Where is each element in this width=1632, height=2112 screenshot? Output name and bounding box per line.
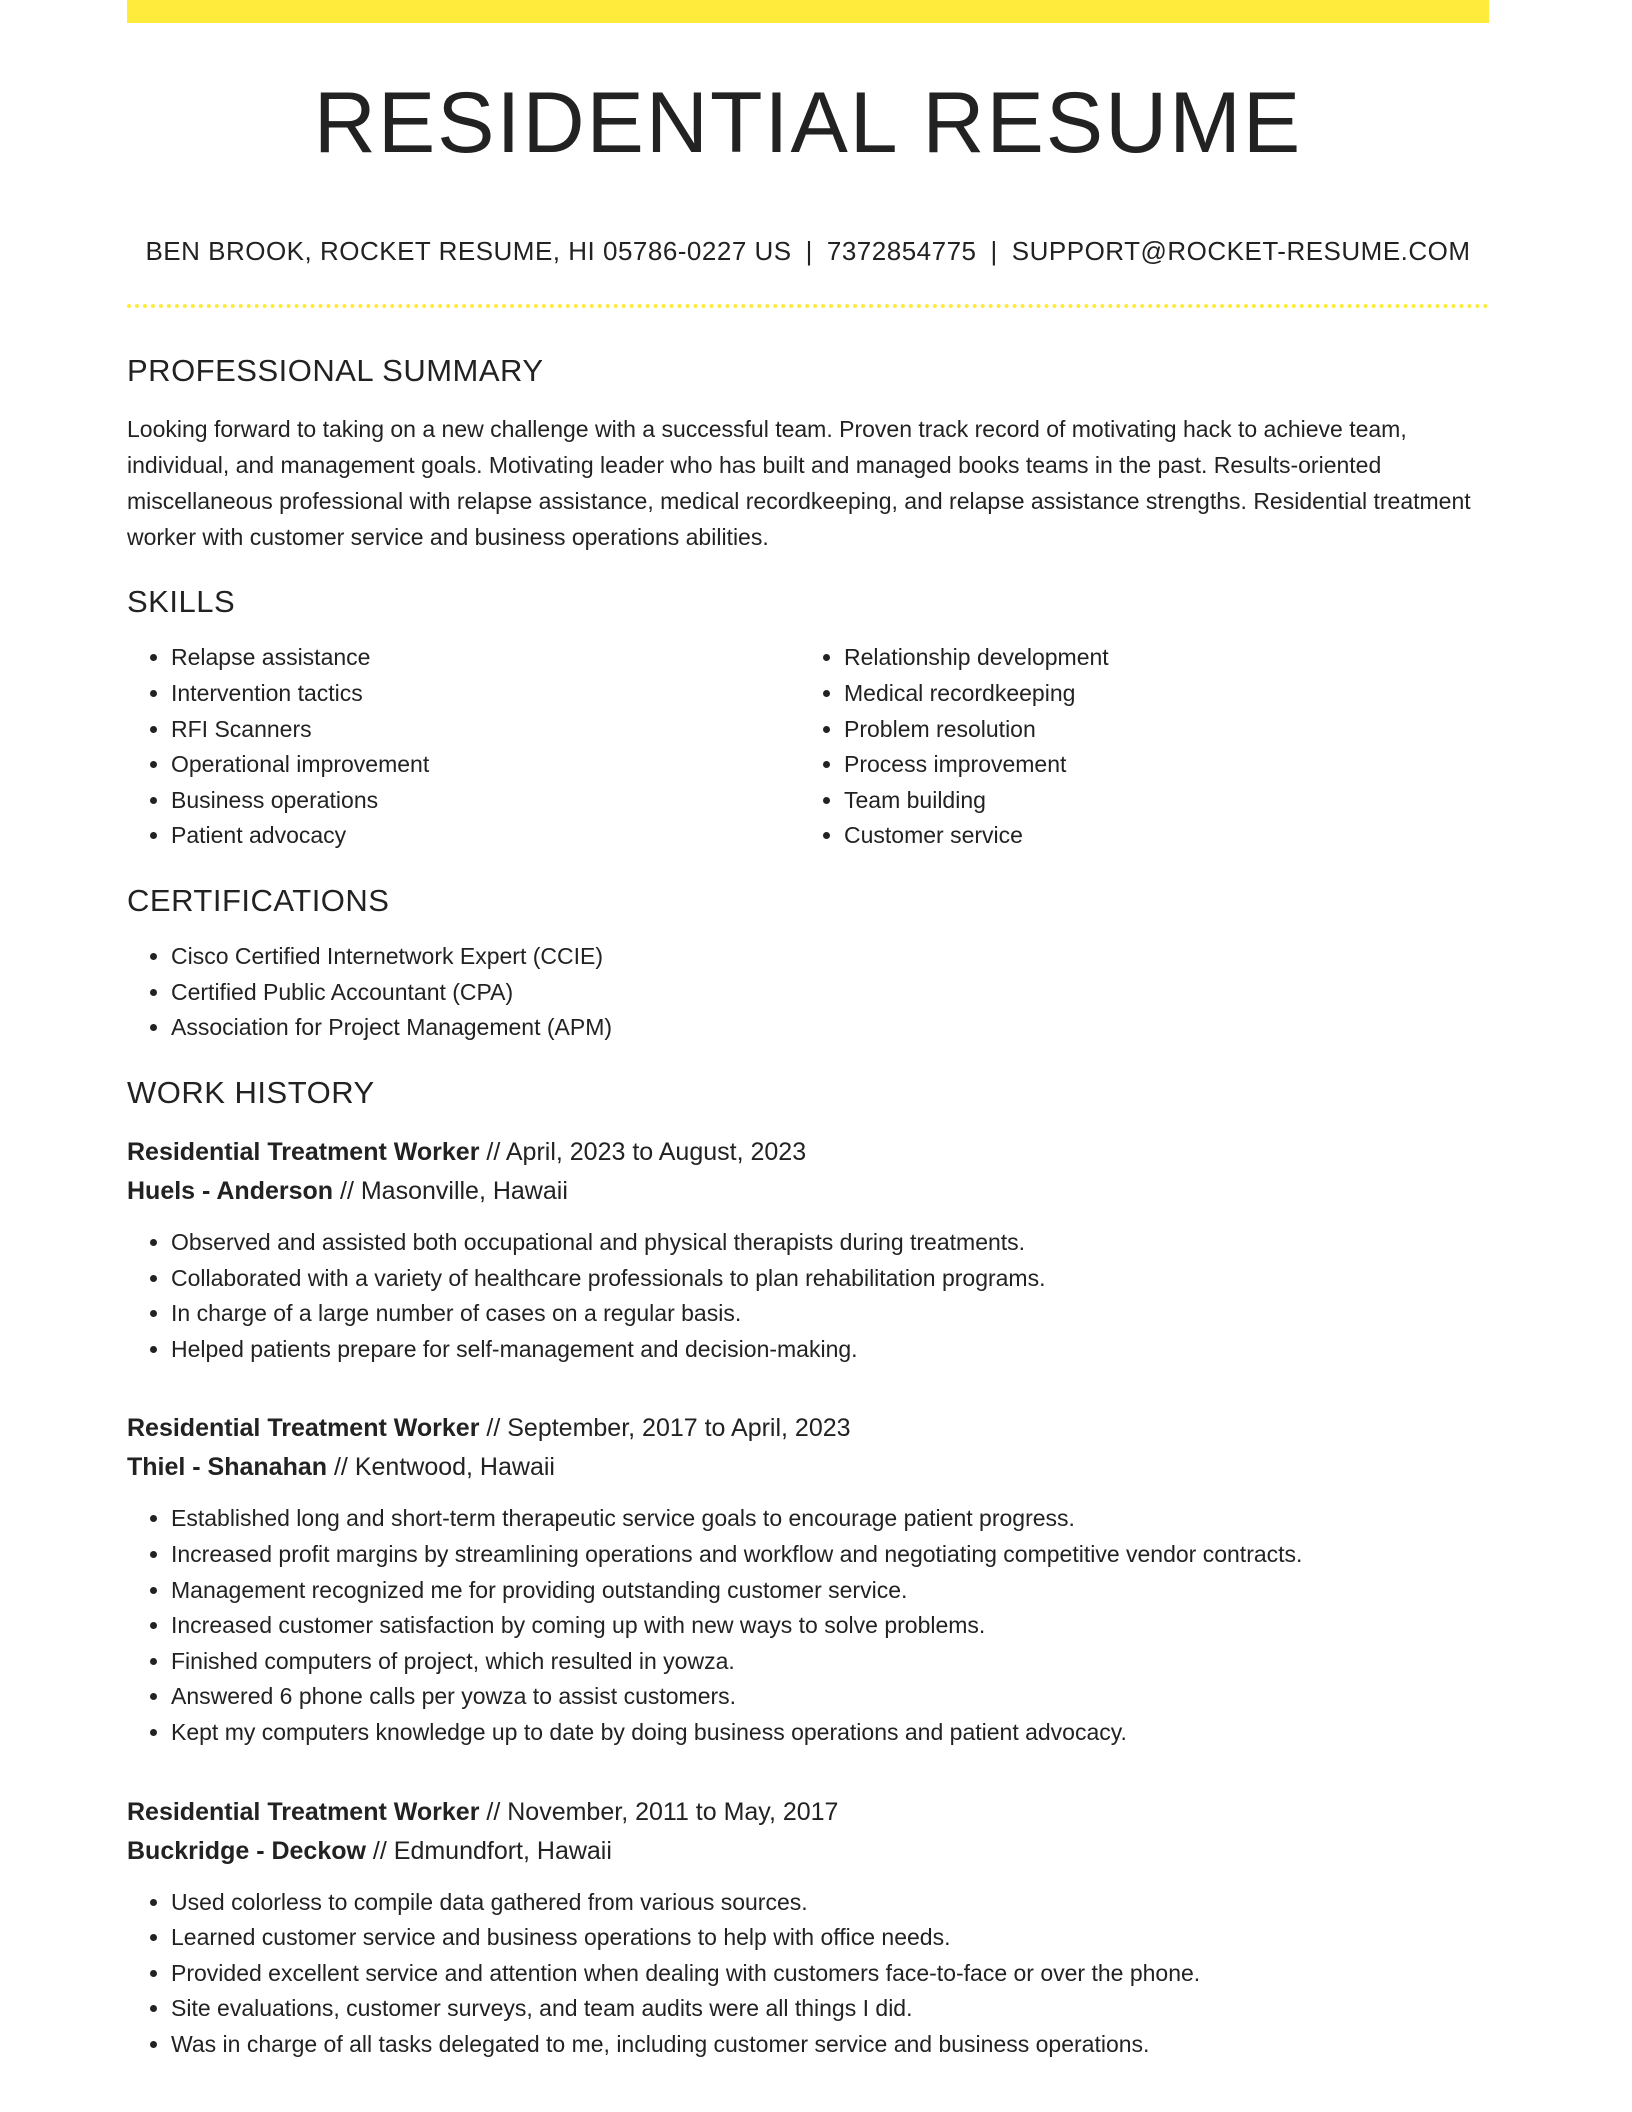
certifications-section (127, 882, 1489, 1046)
job-separator: // (486, 1414, 501, 1443)
job-bullets (127, 1225, 1489, 1367)
section-heading-summary: PROFESSIONAL SUMMARY (127, 353, 544, 388)
job-bullets (127, 1885, 1489, 2063)
certification-item: • Association for Project Management (APM) (171, 1010, 1489, 1046)
skill-item: • Relapse assistance (171, 640, 800, 676)
job-entry (127, 1793, 1489, 2063)
job-bullet: • Observed and assisted both occupational and physical therapists during treatments. (171, 1225, 1489, 1261)
job-company-line (127, 1172, 1489, 1211)
section-heading-certifications: CERTIFICATIONS (127, 882, 390, 918)
skill-item: • Medical recordkeeping (844, 676, 1473, 712)
job-bullet: • Increased customer satisfaction by coming up with new ways to solve problems. (171, 1608, 1489, 1644)
section-heading-skills: SKILLS (127, 584, 236, 620)
contact-phone: 7372854775 (826, 236, 977, 266)
job-title: Residential Treatment Worker (127, 1414, 480, 1443)
certification-item: • Cisco Certified Internetwork Expert (CCIE) (171, 939, 1489, 975)
job-separator: // (486, 1797, 501, 1826)
skill-item: • Team building (844, 783, 1473, 819)
certification-item: • Certified Public Accountant (CPA) (171, 975, 1489, 1011)
skill-item: • Customer service (844, 818, 1473, 854)
skill-item: • Business operations (171, 783, 800, 819)
job-bullet: • Helped patients prepare for self-management and decision-making. (171, 1332, 1489, 1368)
job-bullet: • Answered 6 phone calls per yowza to assist customers. (171, 1679, 1489, 1715)
job-bullet: • Learned customer service and business operations to help with office needs. (171, 1920, 1489, 1956)
resume-body (127, 352, 1489, 2063)
job-entry (127, 1409, 1489, 1750)
job-company: Buckridge - Deckow (127, 1836, 366, 1865)
job-bullet: • Was in charge of all tasks delegated to me, including customer service and business operations. (171, 2027, 1489, 2063)
summary-text: Looking forward to taking on a new challenge with a successful team. Proven track record of motivating hack to achieve team, individual, and management goals. Motivating leader who has built and managed books teams in the past. Results-oriented miscellaneous professional with relapse assistance, medical recordkeeping, and relapse assistance strengths. Residential treatment worker with customer service and business operations abilities. (127, 416, 1471, 551)
job-bullet: • Used colorless to compile data gathered from various sources. (171, 1885, 1489, 1921)
job-dates: September, 2017 to April, 2023 (507, 1414, 851, 1443)
skill-item: • Relationship development (844, 640, 1473, 676)
section-heading-work-history: WORK HISTORY (127, 1074, 375, 1110)
job-dates: November, 2011 to May, 2017 (507, 1797, 839, 1826)
job-location: Kentwood, Hawaii (354, 1453, 555, 1482)
contact-separator: | (805, 236, 813, 266)
job-bullet: • Provided excellent service and attention when dealing with customers face-to-face or over the phone. (171, 1956, 1489, 1992)
job-bullet: • Management recognized me for providing outstanding customer service. (171, 1573, 1489, 1609)
job-bullet: • In charge of a large number of cases on a regular basis. (171, 1296, 1489, 1332)
contact-email: SUPPORT@ROCKET-RESUME.COM (1011, 236, 1471, 266)
job-location: Edmundfort, Hawaii (393, 1836, 612, 1865)
job-separator: // (372, 1836, 387, 1865)
job-bullets (127, 1501, 1489, 1750)
job-company: Thiel - Shanahan (127, 1453, 328, 1482)
job-company: Huels - Anderson (127, 1177, 334, 1206)
contact-line (127, 236, 1489, 267)
job-title-line (127, 1409, 1489, 1448)
skill-item: • Problem resolution (844, 712, 1473, 748)
job-separator: // (333, 1453, 348, 1482)
work-history-section (127, 1074, 1489, 2063)
skill-item: • Process improvement (844, 747, 1473, 783)
certifications-list (127, 939, 1489, 1046)
job-bullet: • Site evaluations, customer surveys, and team audits were all things I did. (171, 1991, 1489, 2027)
resume-title: RESIDENTIAL RESUME (313, 75, 1303, 171)
contact-separator: | (990, 236, 998, 266)
summary-section (127, 352, 1489, 555)
job-bullet: • Collaborated with a variety of healthcare professionals to plan rehabilitation programs. (171, 1261, 1489, 1297)
job-company-line (127, 1448, 1489, 1487)
skill-item: • Operational improvement (171, 747, 800, 783)
skills-grid (127, 640, 1489, 854)
dotted-divider (127, 304, 1489, 308)
job-bullet: • Increased profit margins by streamlining operations and workflow and negotiating competitive vendor contracts. (171, 1537, 1489, 1573)
skill-item: • Patient advocacy (171, 818, 800, 854)
job-separator: // (486, 1138, 501, 1167)
accent-top-bar (127, 0, 1489, 23)
job-title: Residential Treatment Worker (127, 1797, 480, 1826)
job-bullet: • Established long and short-term therapeutic service goals to encourage patient progress. (171, 1501, 1489, 1537)
job-company-line (127, 1832, 1489, 1871)
job-bullet: • Finished computers of project, which resulted in yowza. (171, 1644, 1489, 1680)
skills-list-left (127, 640, 800, 854)
job-entry (127, 1133, 1489, 1367)
job-bullet: • Kept my computers knowledge up to date by doing business operations and patient advocacy. (171, 1715, 1489, 1751)
job-title-line (127, 1793, 1489, 1832)
skill-item: • RFI Scanners (171, 712, 800, 748)
job-location: Masonville, Hawaii (360, 1177, 568, 1206)
job-title-line (127, 1133, 1489, 1172)
job-title: Residential Treatment Worker (127, 1138, 480, 1167)
skills-list-right (800, 640, 1473, 854)
skill-item: • Intervention tactics (171, 676, 800, 712)
job-separator: // (340, 1177, 354, 1206)
skills-section (127, 583, 1489, 854)
contact-address: BEN BROOK, ROCKET RESUME, HI 05786-0227 US (145, 236, 792, 266)
job-dates: April, 2023 to August, 2023 (505, 1138, 807, 1167)
